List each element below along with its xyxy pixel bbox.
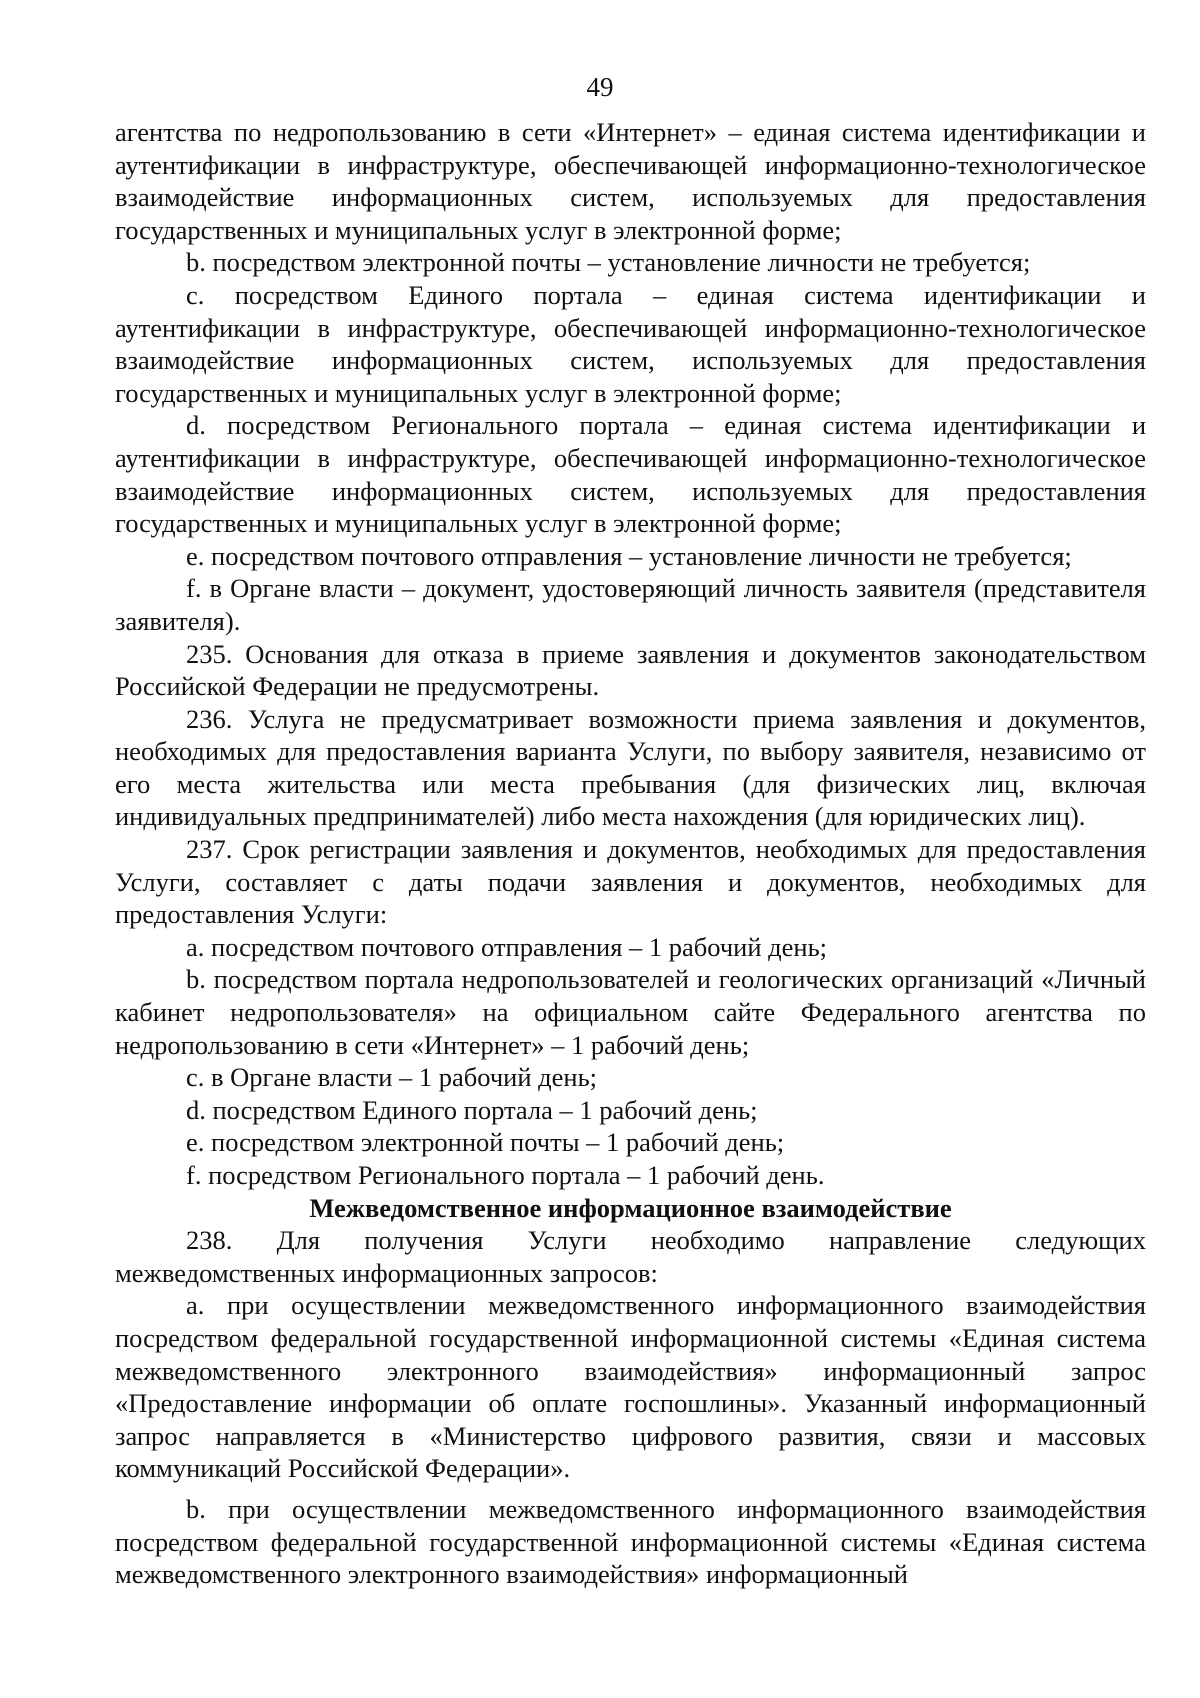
list-item-d-identity-regional-portal: d. посредством Регионального портала – единая система идентификации и аутентификации в инфраструктуре, обеспечивающей информационно-технологическое взаимодействие информационных систем, используемых для предоставления государственных и муниципальных услуг в электронной форме;: [115, 410, 1146, 539]
list-item-a-interagency-request: a. при осуществлении межведомственного информационного взаимодействия посредством федеральной государственной информационной системы «Единая система межведомственного электронного взаимодействия» информационный запрос «Предоставление информации об оплате госпошлины». Указанный информационный запрос направляется в «Министерство цифрового развития, связи и массовых коммуникаций Российской Федерации».: [115, 1290, 1146, 1484]
paragraph-236: 236. Услуга не предусматривает возможности приема заявления и документов, необходимых для предоставления варианта Услуги, по выбору заявителя, независимо от его места жительства или места пребывания (для физических лиц, включая индивидуальных предпринимателей) либо места нахождения (для юридических лиц).: [115, 703, 1146, 832]
paragraph-238: 238. Для получения Услуги необходимо направление следующих межведомственных информационных запросов:: [115, 1225, 1146, 1288]
list-item-a-registration-postal: a. посредством почтового отправления – 1 рабочий день;: [186, 931, 828, 962]
list-item-f-identity-authority: f. в Органе власти – документ, удостоверяющий личность заявителя (представителя заявителя).: [115, 573, 1146, 636]
list-item-d-registration-unified-portal: d. посредством Единого портала – 1 рабочий день;: [186, 1094, 758, 1125]
page-number: 49: [586, 72, 614, 102]
document-body: [115, 116, 1146, 1591]
list-item-f-registration-regional-portal: f. посредством Регионального портала – 1 рабочий день.: [186, 1160, 825, 1190]
list-item-e-registration-email: e. посредством электронной почты – 1 рабочий день;: [186, 1127, 785, 1158]
list-item-b-identity-email: b. посредством электронной почты – установление личности не требуется;: [186, 247, 1031, 278]
list-item-b-interagency-request: b. при осуществлении межведомственного информационного взаимодействия посредством федеральной государственной информационной системы «Единая система межведомственного электронного взаимодействия» информационный: [115, 1493, 1146, 1590]
paragraph-237: 237. Срок регистрации заявления и документов, необходимых для предоставления Услуги, составляет с даты подачи заявления и документов, необходимых для предоставления Услуги:: [115, 834, 1146, 930]
section-heading: Межведомственное информационное взаимодействие: [309, 1192, 952, 1223]
paragraph-235: 235. Основания для отказа в приеме заявления и документов законодательством Российской Федерации не предусмотрены.: [115, 638, 1146, 702]
paragraph-continuation: агентства по недропользованию в сети «Интернет» – единая система идентификации и аутентификации в инфраструктуре, обеспечивающей информационно-технологическое взаимодействие информационных систем, используемых для предоставления государственных и муниципальных услуг в электронной форме;: [115, 117, 1146, 245]
list-item-e-identity-postal: e. посредством почтового отправления – установление личности не требуется;: [186, 540, 1072, 571]
list-item-c-registration-authority: c. в Органе власти – 1 рабочий день;: [186, 1062, 598, 1093]
list-item-c-identity-unified-portal: c. посредством Единого портала – единая система идентификации и аутентификации в инфраструктуре, обеспечивающей информационно-технологическое взаимодействие информационных систем, используемых для предоставления государственных и муниципальных услуг в электронной форме;: [115, 279, 1146, 408]
list-item-b-registration-subsoil-portal: b. посредством портала недропользователей и геологических организаций «Личный кабинет недропользователя» на официальном сайте Федерального агентства по недропользованию в сети «Интернет» – 1 рабочий день;: [115, 964, 1146, 1060]
